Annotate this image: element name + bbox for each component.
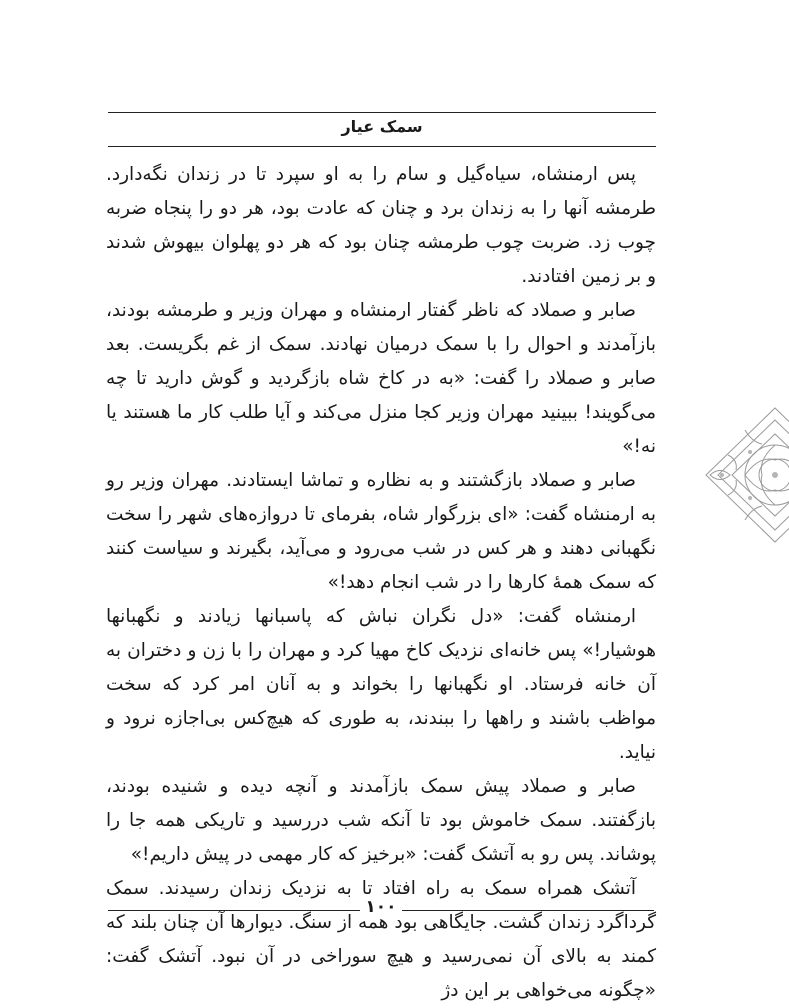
paragraph	[106, 158, 656, 294]
running-title: سمک عیار	[341, 117, 423, 136]
paragraph	[106, 600, 656, 770]
margin-ornament	[700, 400, 789, 550]
header-rule-bottom	[108, 146, 656, 147]
header-rule-top	[108, 112, 656, 113]
paragraph	[106, 294, 656, 464]
paragraph	[106, 464, 656, 600]
paragraph	[106, 872, 656, 1008]
paragraph-text: ارمنشاه گفت: «دل نگران نباش که پاسبانها زیادند و نگهبانها هوشیار!» پس خانه‌ای نزدیک کاخ مهیا کرد و مهران را با زن و دختران به آن خانه فرستاد. او نگهبانها را بخواند و به آنان امر کرد که سخت مواظب باشند و راهها را ببندند، به طوری که هیچ‌کس بی‌اجازه نرود و نیاید.	[106, 606, 656, 763]
paragraph-text: صابر و صملاد که ناظر گفتار ارمنشاه و مهران وزیر و طرمشه بودند، بازآمدند و احوال را با سمک درمیان نهادند. سمک از غم بگریست. بعد صابر و صملاد را گفت: «به در کاخ شاه بازگردید و گوش دارید تا چه می‌گویند! ببینید مهران وزیر کجا منزل می‌کند و آیا طلب کار ما هستند یا نه!»	[106, 300, 656, 457]
footer-rule-right	[402, 910, 654, 911]
body-text	[106, 158, 656, 1008]
paragraph-text: آتشک همراه سمک به راه افتاد تا به نزدیک زندان رسیدند. سمک گرداگرد زندان گشت. جایگاهی بود همه از سنگ. دیوارها آن چنان بلند که کمند به بالای آن نمی‌رسید و هیچ سوراخی در آن نبود. آتشک گفت: «چگونه می‌خواهی بر این دژ	[106, 878, 656, 1001]
page-number: ۱۰۰	[365, 897, 397, 917]
paragraph-text: پس ارمنشاه، سیاه‌گیل و سام را به او سپرد تا در زندان نگه‌دارد. طرمشه آنها را به زندان برد و چنان که عادت بود، هر دو را پنجاه ضربه چوب زد. ضربت چوب طرمشه چنان بود که هر دو پهلوان بیهوش شدند و بر زمین افتادند.	[106, 164, 656, 287]
paragraph-text: صابر و صملاد بازگشتند و به نظاره و تماشا ایستادند. مهران وزیر رو به ارمنشاه گفت: «ای بزرگوار شاه، بفرمای تا دروازه‌های شهر را سخت نگهبانی دهند و هر کس در شب می‌رود و می‌آید، بگیرند و سیاست کنند که سمک همهٔ کارها را در شب انجام دهد!»	[106, 470, 656, 593]
arabesque-ornament-icon	[700, 400, 789, 550]
paragraph	[106, 770, 656, 872]
footer-rule-left	[108, 910, 360, 911]
paragraph-text: صابر و صملاد پیش سمک بازآمدند و آنچه دیده و شنیده بودند، بازگفتند. سمک خاموش بود تا آنکه شب دررسید و تاریکی همه جا را پوشاند. پس رو به آتشک گفت: «برخیز که کار مهمی در پیش داریم!»	[106, 776, 656, 865]
